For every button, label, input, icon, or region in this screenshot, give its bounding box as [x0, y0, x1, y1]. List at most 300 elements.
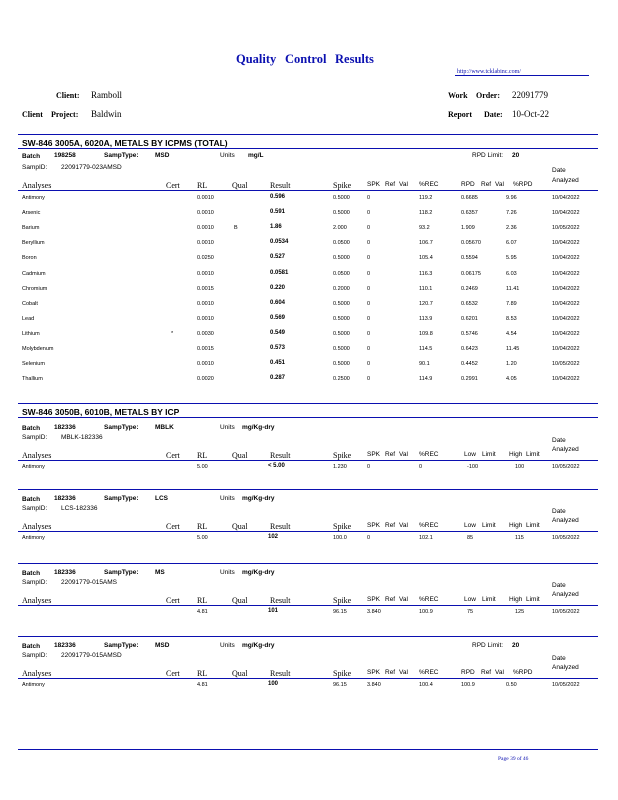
s1-col-spike: Spike	[333, 181, 352, 190]
rpd-ref-value: 0.2469	[461, 286, 478, 292]
col-spk: SPK	[367, 451, 381, 458]
s1-col-ref: Ref	[385, 181, 396, 188]
rpd-limit-label: RPD Limit:	[472, 642, 504, 649]
percent-rpd: 9.96	[506, 195, 517, 201]
col-qual: Qual	[232, 669, 248, 678]
spike-value: 96.15	[333, 609, 347, 615]
rpd-ref-value: 0.05670	[461, 240, 481, 246]
sampid-label: SampID:	[22, 434, 48, 441]
batch-value: 182336	[54, 569, 76, 576]
result-value: 0.527	[270, 254, 286, 260]
reporting-limit: 0.0010	[197, 361, 214, 367]
work-order-value: 22091779	[512, 90, 548, 100]
high-limit: 100	[515, 464, 525, 470]
units-value: mg/Kg-dry	[242, 642, 275, 649]
rpd-ref-value: 0.6423	[461, 346, 478, 352]
sampid-value: MBLK-182336	[61, 434, 103, 441]
col-analyses: Analyses	[22, 596, 52, 605]
spike-value: 0.5000	[333, 331, 350, 337]
sampid-label: SampID:	[22, 505, 48, 512]
col-ref: Ref	[385, 451, 396, 458]
spk-ref-value: 0	[367, 286, 371, 292]
col-result: Result	[270, 522, 291, 531]
col-rl: RL	[197, 451, 208, 460]
col-low: Low	[464, 596, 476, 603]
reporting-limit: 4.81	[197, 609, 208, 615]
percent-recovery: 114.5	[419, 346, 433, 352]
col-qual: Qual	[232, 522, 248, 531]
rpd-limit-value: 20	[512, 642, 520, 649]
spike-value: 1.230	[333, 464, 347, 470]
col-limit-high: Limit	[526, 451, 540, 458]
percent-rpd: 4.54	[506, 331, 517, 337]
s1-samptype-value: MSD	[155, 152, 170, 159]
spk-ref-value: 0	[367, 271, 371, 277]
col-pct-rpd: %RPD	[513, 669, 533, 676]
result-value: < 5.00	[268, 463, 285, 469]
result-value: 100	[268, 681, 279, 687]
col-analyses: Analyses	[22, 451, 52, 460]
spike-value: 0.0500	[333, 271, 350, 277]
s1-col-rec: %REC	[419, 181, 439, 188]
col-low: Low	[464, 522, 476, 529]
title-word-quality: Quality	[236, 52, 277, 66]
analyte-name: Barium	[22, 225, 40, 231]
report-date-label-2: Date:	[484, 110, 503, 119]
s1-col-cert: Cert	[166, 181, 180, 190]
col-analyzed: Analyzed	[552, 446, 579, 453]
batch-value: 182336	[54, 495, 76, 502]
s1-col-spk: SPK	[367, 181, 381, 188]
col-cert: Cert	[166, 451, 180, 460]
s1-col-rpd: RPD	[461, 181, 475, 188]
block-top-rule	[18, 489, 598, 490]
spk-ref-value: 0	[367, 376, 371, 382]
spk-ref-value: 0	[367, 210, 371, 216]
result-value: 0.549	[270, 330, 286, 336]
spike-value: 0.5000	[333, 361, 350, 367]
col-spk: SPK	[367, 596, 381, 603]
s1-rpd-limit-value: 20	[512, 152, 520, 159]
spk-ref-value: 0	[367, 331, 371, 337]
percent-rpd: 8.53	[506, 316, 517, 322]
s1-col-val2: Val	[495, 181, 504, 188]
spk-ref-value: 0	[367, 361, 371, 367]
reporting-limit: 0.0010	[197, 301, 214, 307]
spike-value: 0.5000	[333, 346, 350, 352]
col-spike: Spike	[333, 596, 352, 605]
spk-ref-value: 0	[367, 346, 371, 352]
col-analyzed: Analyzed	[552, 591, 579, 598]
percent-recovery: 100.4	[419, 682, 433, 688]
col-spk: SPK	[367, 522, 381, 529]
analyte-name: Cobalt	[22, 301, 38, 307]
batch-value: 182336	[54, 424, 76, 431]
units-label: Units	[220, 424, 235, 431]
col-date: Date	[552, 582, 566, 589]
col-high: High	[509, 522, 523, 529]
analyte-name: Cadmium	[22, 271, 46, 277]
result-value: 0.569	[270, 315, 286, 321]
work-order-label-2: Order:	[476, 91, 500, 100]
units-label: Units	[220, 569, 235, 576]
percent-recovery: 90.1	[419, 361, 430, 367]
percent-rpd: 1.20	[506, 361, 517, 367]
result-value: 0.220	[270, 285, 286, 291]
percent-recovery: 114.9	[419, 376, 433, 382]
date-analyzed: 10/04/2022	[552, 240, 580, 246]
col-date: Date	[552, 655, 566, 662]
reporting-limit: 0.0015	[197, 286, 214, 292]
col-result: Result	[270, 596, 291, 605]
reporting-limit: 5.00	[197, 535, 208, 541]
percent-rpd: 2.36	[506, 225, 517, 231]
col-rpd: RPD	[461, 669, 475, 676]
s1-samptype-label: SampType:	[104, 152, 139, 159]
result-value: 0.0581	[270, 270, 289, 276]
date-analyzed: 10/05/2022	[552, 682, 580, 688]
client-project-label-2: Project:	[51, 110, 79, 119]
column-header-rule	[18, 460, 598, 461]
col-ref: Ref	[385, 596, 396, 603]
spk-ref-value: 0	[367, 464, 371, 470]
col-analyzed: Analyzed	[552, 517, 579, 524]
spk-ref-value: 0	[367, 255, 371, 261]
s1-rpd-limit-label: RPD Limit:	[472, 152, 504, 159]
s1-col-pct-rpd: %RPD	[513, 181, 533, 188]
col-spike: Spike	[333, 669, 352, 678]
col-limit-low: Limit	[482, 451, 496, 458]
result-value: 102	[268, 534, 279, 540]
samptype-label: SampType:	[104, 424, 139, 431]
title-word-control: Control	[285, 52, 327, 66]
rpd-ref-value: 0.6685	[461, 195, 478, 201]
reporting-limit: 0.0010	[197, 225, 214, 231]
col-spike: Spike	[333, 451, 352, 460]
reporting-limit: 0.0250	[197, 255, 214, 261]
percent-recovery: 120.7	[419, 301, 433, 307]
s1-col-rl: RL	[197, 181, 208, 190]
reporting-limit: 0.0015	[197, 346, 214, 352]
percent-recovery: 106.7	[419, 240, 433, 246]
col-high: High	[509, 596, 523, 603]
column-header-rule	[18, 531, 598, 532]
col-cert: Cert	[166, 669, 180, 678]
percent-recovery: 109.8	[419, 331, 433, 337]
s1-units-label: Units	[220, 152, 235, 159]
date-analyzed: 10/04/2022	[552, 376, 580, 382]
spike-value: 0.5000	[333, 301, 350, 307]
spike-value: 0.2500	[333, 376, 350, 382]
percent-recovery: 0	[419, 464, 423, 470]
date-analyzed: 10/05/2022	[552, 535, 580, 541]
analyte-name: Antimony	[22, 464, 45, 470]
analyte-name: Molybdenum	[22, 346, 54, 352]
batch-label: Batch	[22, 570, 41, 577]
percent-recovery: 119.2	[419, 195, 433, 201]
percent-recovery: 100.9	[419, 609, 433, 615]
low-limit: -100	[467, 464, 479, 470]
col-val: Val	[399, 669, 408, 676]
s1-col-date: Date	[552, 167, 566, 174]
spk-ref-value: 0	[367, 316, 371, 322]
units-label: Units	[220, 495, 235, 502]
spk-ref-value: 3.840	[367, 682, 381, 688]
block-top-rule	[18, 563, 598, 564]
batch-value: 182336	[54, 642, 76, 649]
date-analyzed: 10/04/2022	[552, 271, 580, 277]
col-rec: %REC	[419, 451, 439, 458]
date-analyzed: 10/05/2022	[552, 609, 580, 615]
spk-ref-value: 0	[367, 195, 371, 201]
column-header-rule	[18, 605, 598, 606]
s1-col-ref2: Ref	[481, 181, 492, 188]
percent-recovery: 118.2	[419, 210, 433, 216]
low-limit: 85	[467, 535, 474, 541]
analyte-name: Thallium	[22, 376, 43, 382]
spike-value: 0.5000	[333, 210, 350, 216]
percent-rpd: 7.89	[506, 301, 517, 307]
col-result: Result	[270, 451, 291, 460]
client-project-label-1: Client	[22, 110, 43, 119]
col-qual: Qual	[232, 451, 248, 460]
samptype-value: LCS	[155, 495, 168, 502]
analyte-name: Lead	[22, 316, 35, 322]
lab-website-link[interactable]: http://www.tcklabinc.com/	[457, 69, 521, 75]
samptype-value: MS	[155, 569, 165, 576]
date-analyzed: 10/05/2022	[552, 464, 580, 470]
s1-units-value: mg/L	[248, 152, 264, 159]
reporting-limit: 0.0010	[197, 195, 214, 201]
col-ref2: Ref	[481, 669, 492, 676]
percent-recovery: 113.9	[419, 316, 433, 322]
spike-value: 0.5000	[333, 195, 350, 201]
col-val: Val	[399, 596, 408, 603]
batch-label: Batch	[22, 496, 41, 503]
col-val: Val	[399, 451, 408, 458]
spk-ref-value: 0	[367, 301, 371, 307]
section1-title: SW-846 3005A, 6020A, METALS BY ICPMS (TOTAL)	[22, 138, 228, 148]
analyte-name: Boron	[22, 255, 37, 261]
high-limit: 125	[515, 609, 525, 615]
footer-rule	[18, 749, 598, 750]
reporting-limit: 4.81	[197, 682, 208, 688]
s1-batch-label: Batch	[22, 153, 41, 160]
s1-col-result: Result	[270, 181, 291, 190]
units-value: mg/Kg-dry	[242, 569, 275, 576]
spike-value: 0.5000	[333, 255, 350, 261]
percent-recovery: 110.1	[419, 286, 433, 292]
spk-ref-value: 0	[367, 225, 371, 231]
result-value: 0.0534	[270, 239, 289, 245]
date-analyzed: 10/04/2022	[552, 301, 580, 307]
date-analyzed: 10/05/2022	[552, 361, 580, 367]
col-analyses: Analyses	[22, 522, 52, 531]
result-value: 0.596	[270, 194, 286, 200]
reporting-limit: 0.0010	[197, 240, 214, 246]
reporting-limit: 0.0030	[197, 331, 214, 337]
s1-batch-value: 198258	[54, 152, 76, 159]
result-value: 1.86	[270, 224, 282, 230]
col-rl: RL	[197, 669, 208, 678]
spike-value: 100.0	[333, 535, 347, 541]
percent-rpd: 6.07	[506, 240, 517, 246]
col-limit-low: Limit	[482, 596, 496, 603]
col-spk: SPK	[367, 669, 381, 676]
date-analyzed: 10/04/2022	[552, 255, 580, 261]
col-val2: Val	[495, 669, 504, 676]
report-date-value: 10-Oct-22	[512, 109, 549, 119]
col-rec: %REC	[419, 596, 439, 603]
rpd-ref-value: 1.909	[461, 225, 475, 231]
spike-value: 0.5000	[333, 316, 350, 322]
col-result: Result	[270, 669, 291, 678]
section2-title-rule	[18, 417, 598, 418]
col-rec: %REC	[419, 669, 439, 676]
col-rec: %REC	[419, 522, 439, 529]
analyte-name: Lithium	[22, 331, 40, 337]
col-low: Low	[464, 451, 476, 458]
col-analyzed: Analyzed	[552, 664, 579, 671]
url-underline	[455, 75, 589, 76]
col-limit-high: Limit	[526, 596, 540, 603]
section1-top-rule	[18, 134, 598, 135]
col-limit-low: Limit	[482, 522, 496, 529]
work-order-label-1: Work	[448, 91, 468, 100]
spike-value: 0.0500	[333, 240, 350, 246]
col-date: Date	[552, 508, 566, 515]
date-analyzed: 10/04/2022	[552, 210, 580, 216]
spk-ref-value: 0	[367, 240, 371, 246]
sampid-label: SampID:	[22, 652, 48, 659]
col-rl: RL	[197, 596, 208, 605]
analyte-name: Chromium	[22, 286, 48, 292]
analyte-name: Arsenic	[22, 210, 41, 216]
rpd-ref-value: 100.9	[461, 682, 475, 688]
spk-ref-value: 0	[367, 535, 371, 541]
s1-sampid-label: SampID:	[22, 164, 48, 171]
result-value: 0.604	[270, 300, 286, 306]
s1-col-qual: Qual	[232, 181, 248, 190]
batch-label: Batch	[22, 425, 41, 432]
result-value: 0.573	[270, 345, 286, 351]
spk-ref-value: 3.840	[367, 609, 381, 615]
reporting-limit: 0.0010	[197, 271, 214, 277]
analyte-name: Antimony	[22, 195, 45, 201]
col-analyses: Analyses	[22, 669, 52, 678]
col-ref: Ref	[385, 522, 396, 529]
title-word-results: Results	[335, 52, 374, 66]
spike-value: 2.000	[333, 225, 347, 231]
s1-col-analyses: Analyses	[22, 181, 52, 190]
analyte-name: Selenium	[22, 361, 45, 367]
rpd-ref-value: 0.6532	[461, 301, 478, 307]
cert-flag: *	[171, 331, 174, 337]
col-qual: Qual	[232, 596, 248, 605]
result-value: 0.591	[270, 209, 286, 215]
rpd-ref-value: 0.06175	[461, 271, 481, 277]
report-date-label-1: Report	[448, 110, 472, 119]
analyte-name: Beryllium	[22, 240, 45, 246]
sampid-value: 22091779-015AMS	[61, 579, 118, 586]
percent-recovery: 102.1	[419, 535, 433, 541]
client-label: Client:	[56, 91, 80, 100]
column-header-rule	[18, 678, 598, 679]
percent-recovery: 93.2	[419, 225, 430, 231]
rpd-ref-value: 0.4452	[461, 361, 478, 367]
page-number: Page 39 of 46	[498, 756, 529, 762]
section2-title: SW-846 3050B, 6010B, METALS BY ICP	[22, 407, 180, 417]
sampid-label: SampID:	[22, 579, 48, 586]
batch-label: Batch	[22, 643, 41, 650]
reporting-limit: 0.0010	[197, 210, 214, 216]
block-top-rule	[18, 636, 598, 637]
col-rl: RL	[197, 522, 208, 531]
col-ref: Ref	[385, 669, 396, 676]
percent-rpd: 0.50	[506, 682, 517, 688]
result-value: 101	[268, 608, 279, 614]
date-analyzed: 10/04/2022	[552, 286, 580, 292]
rpd-ref-value: 0.6201	[461, 316, 478, 322]
sampid-value: LCS-182336	[61, 505, 98, 512]
low-limit: 75	[467, 609, 474, 615]
samptype-value: MSD	[155, 642, 170, 649]
date-analyzed: 10/04/2022	[552, 195, 580, 201]
reporting-limit: 5.00	[197, 464, 208, 470]
date-analyzed: 10/04/2022	[552, 316, 580, 322]
rpd-ref-value: 0.5746	[461, 331, 478, 337]
result-value: 0.287	[270, 375, 286, 381]
samptype-label: SampType:	[104, 569, 139, 576]
spike-value: 0.2000	[333, 286, 350, 292]
percent-rpd: 4.05	[506, 376, 517, 382]
units-value: mg/Kg-dry	[242, 495, 275, 502]
percent-rpd: 6.03	[506, 271, 517, 277]
percent-rpd: 11.41	[506, 286, 520, 292]
date-analyzed: 10/04/2022	[552, 331, 580, 337]
col-val: Val	[399, 522, 408, 529]
section2-top-rule	[18, 403, 598, 404]
percent-rpd: 5.95	[506, 255, 517, 261]
s1-sampid-value: 22091779-023AMSD	[61, 164, 122, 171]
percent-rpd: 7.26	[506, 210, 517, 216]
sampid-value: 22091779-015AMSD	[61, 652, 122, 659]
units-label: Units	[220, 642, 235, 649]
client-value: Ramboll	[91, 90, 122, 100]
percent-rpd: 11.45	[506, 346, 520, 352]
col-high: High	[509, 451, 523, 458]
section1-title-rule	[18, 148, 598, 149]
s1-col-analyzed: Analyzed	[552, 177, 579, 184]
col-spike: Spike	[333, 522, 352, 531]
s1-col-val: Val	[399, 181, 408, 188]
analyte-name: Antimony	[22, 682, 45, 688]
percent-recovery: 116.3	[419, 271, 433, 277]
analyte-name: Antimony	[22, 535, 45, 541]
samptype-value: MBLK	[155, 424, 174, 431]
rpd-ref-value: 0.5594	[461, 255, 478, 261]
samptype-label: SampType:	[104, 495, 139, 502]
units-value: mg/Kg-dry	[242, 424, 275, 431]
rpd-ref-value: 0.6357	[461, 210, 478, 216]
col-cert: Cert	[166, 596, 180, 605]
percent-recovery: 105.4	[419, 255, 433, 261]
date-analyzed: 10/04/2022	[552, 346, 580, 352]
high-limit: 115	[515, 535, 524, 541]
s1-header-rule	[18, 190, 598, 191]
date-analyzed: 10/05/2022	[552, 225, 580, 231]
client-project-value: Baldwin	[91, 109, 122, 119]
